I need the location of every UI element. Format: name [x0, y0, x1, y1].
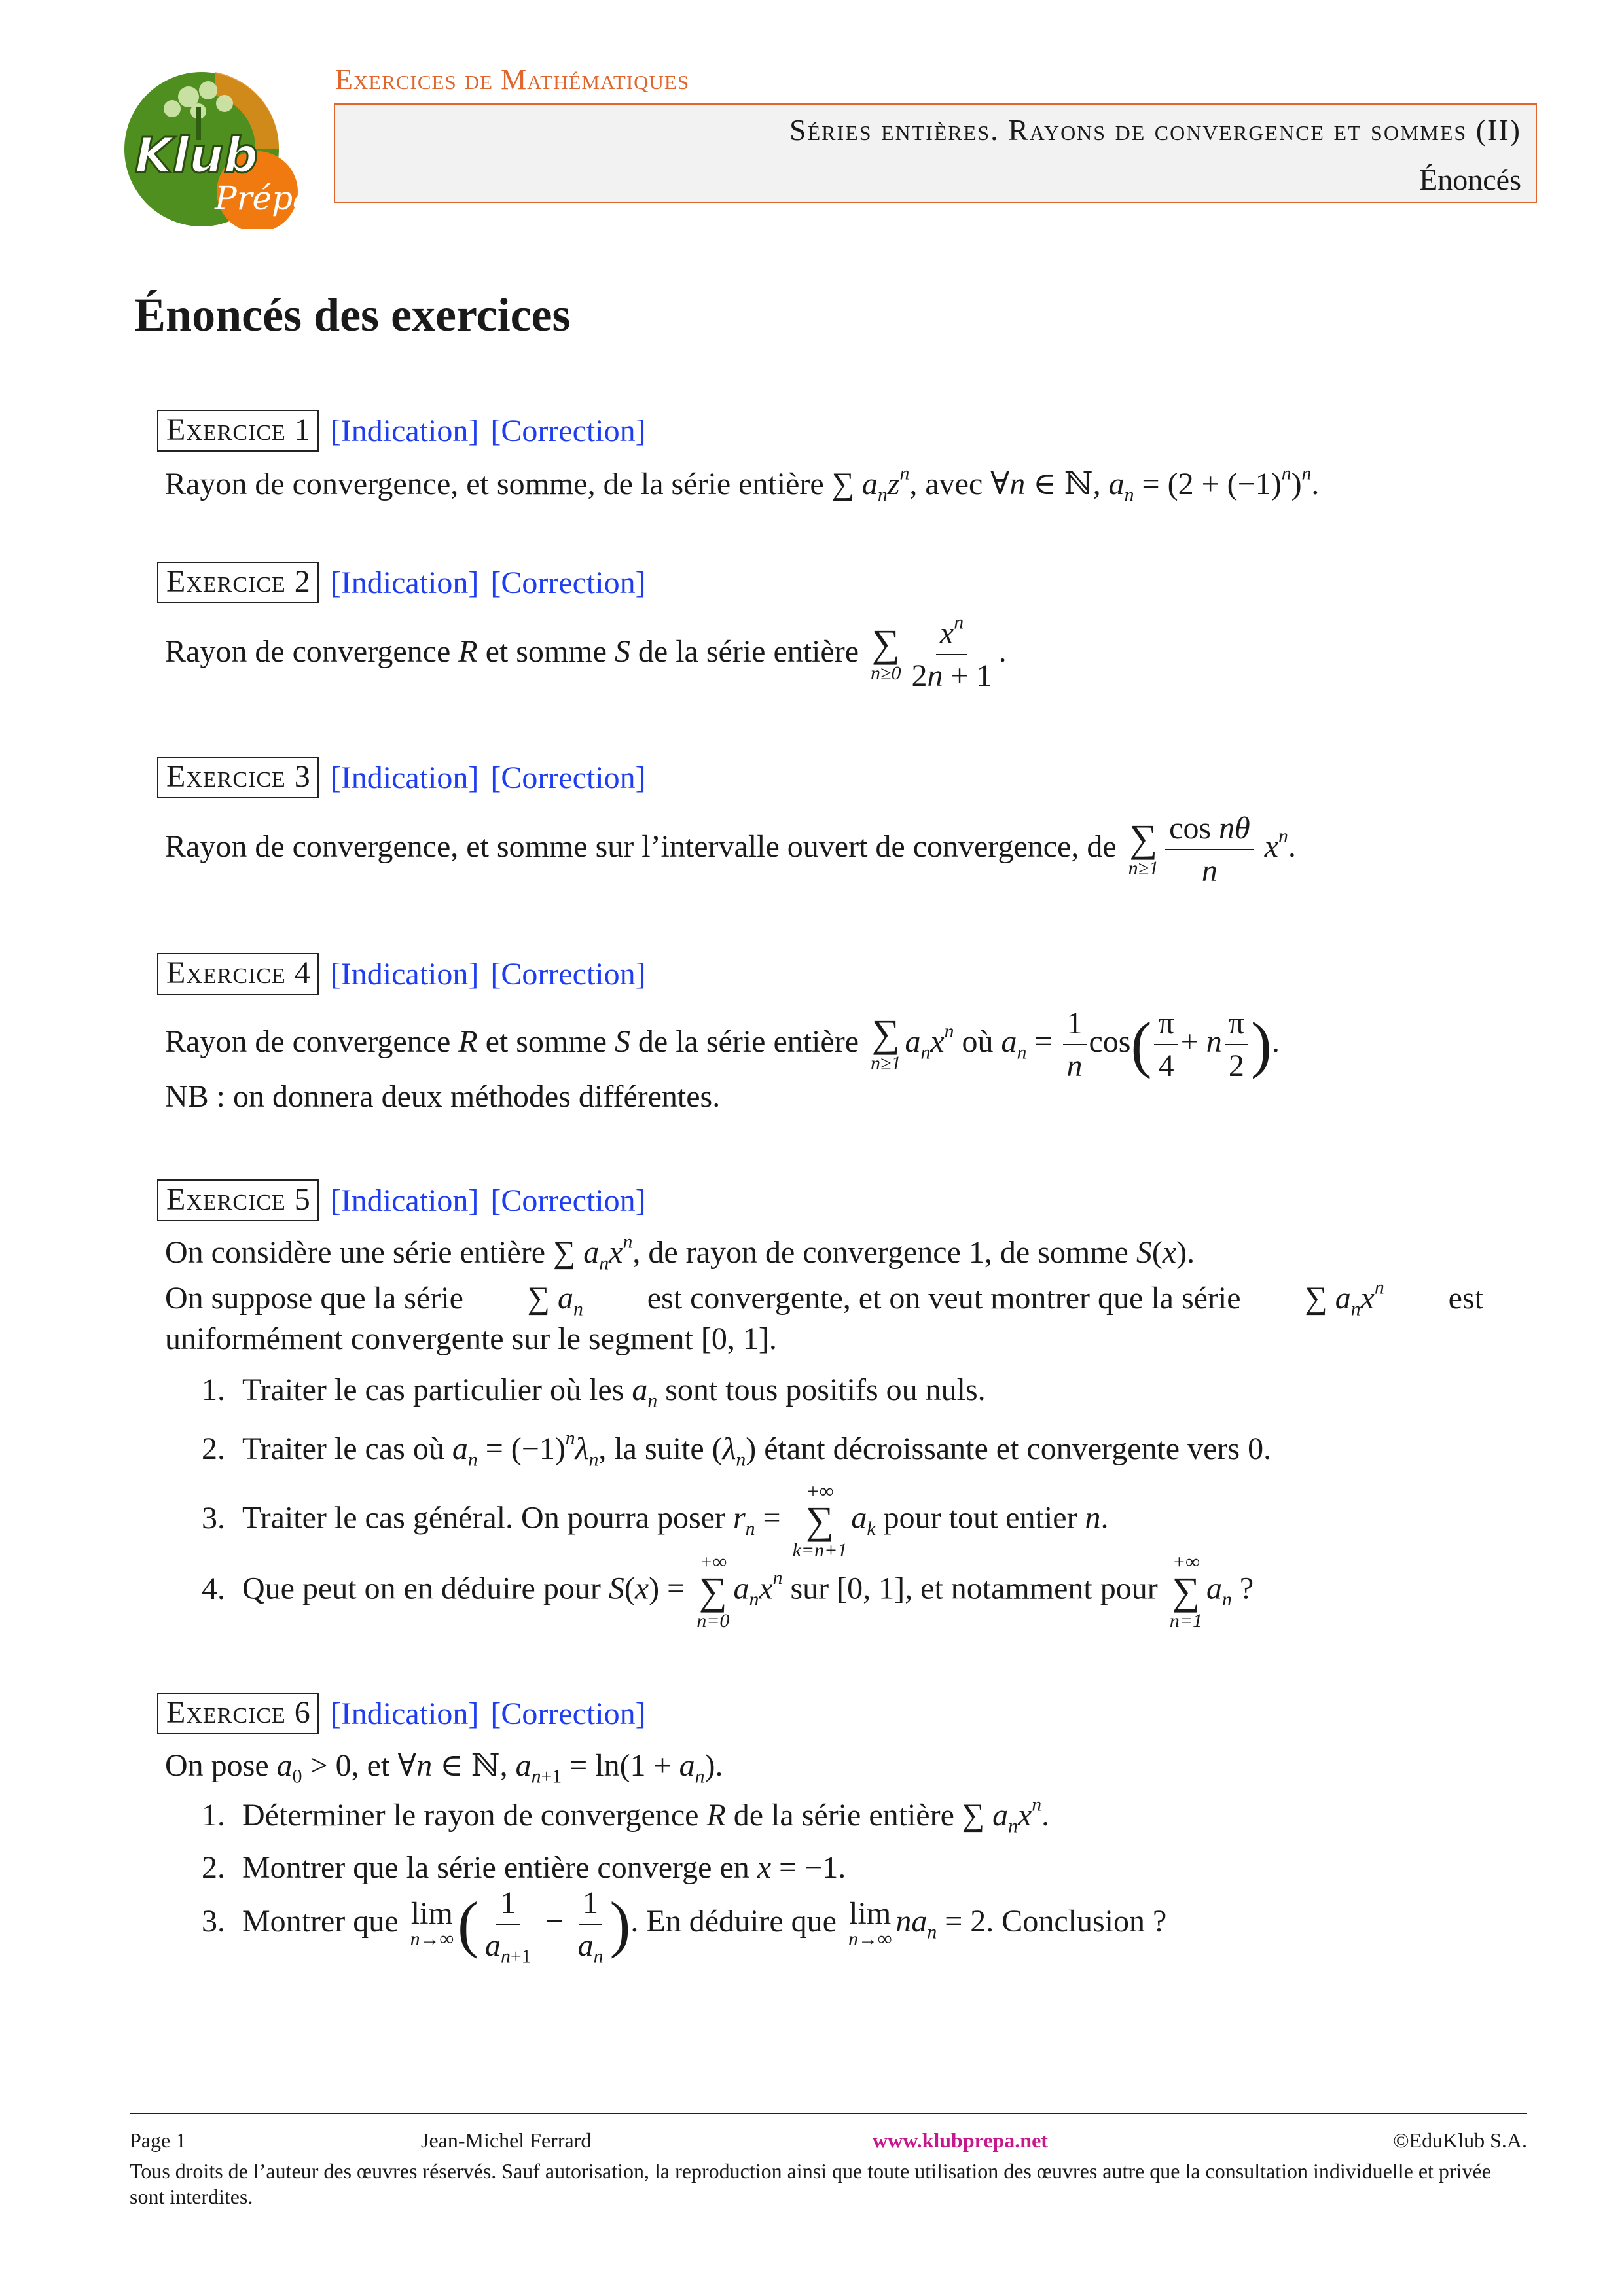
exercise-4-header	[157, 953, 646, 995]
exercise-4-statement: Rayon de convergence R et somme S de la série entière ∑ n≥1 $a_nx^n$ où $a_n$ = $\frac{1}{n}$ cos( $\frac{\pi}{4}$ + n $\frac{\pi}{2}$ ).	[165, 1006, 1280, 1084]
chapter-title: Séries entières. Rayons de convergence et sommes (II)	[789, 113, 1521, 147]
exercise-6-item-2: 2. Montrer que la série entière converge en x = −1.	[202, 1850, 846, 1885]
exercise-1-statement: Rayon de convergence, et somme, de la série entière ∑ $a_nz^n$, avec ∀n ∈ ℕ, $a_n = (2 + (-1)^n)^n$.	[165, 462, 1320, 506]
exercise-5-line-1: On considère une série entière ∑ $a_nx^n$, de rayon de convergence 1, de somme S(x).	[165, 1230, 1195, 1274]
document-type: Énoncés	[1419, 163, 1521, 196]
site-link[interactable]: www.klubprepa.net	[873, 2128, 1048, 2152]
exercise-5-line-3: uniformément convergente sur le segment [0, 1].	[165, 1321, 777, 1356]
page-number: Page 1	[130, 2128, 187, 2152]
exercise-5-item-2: 2. Traiter le cas où $a_n = (-1)^n\lambda_n$, la suite $(\lambda_n)$ étant décroissante et convergente vers 0.	[202, 1427, 1272, 1471]
exercise-6-item-1: 1. Déterminer le rayon de convergence R de la série entière ∑ $a_nx^n$.	[202, 1793, 1050, 1837]
exercise-label: Exercice 5	[157, 1179, 319, 1221]
exercise-label: Exercice 6	[157, 1693, 319, 1734]
correction-link[interactable]: [Correction]	[490, 565, 646, 600]
exercise-4-note: NB : on donnera deux méthodes différentes.	[165, 1079, 721, 1114]
exercise-1-header	[157, 410, 646, 452]
footer-divider	[130, 2113, 1527, 2114]
exercise-3-header	[157, 757, 646, 798]
indication-link[interactable]: [Indication]	[330, 1183, 479, 1218]
exercise-label: Exercice 2	[157, 562, 319, 603]
exercise-2-statement: Rayon de convergence R et somme S de la série entière ∑ n≥0 $\frac{x^n}{2n + 1}$ .	[165, 611, 1007, 694]
page-title: Énoncés des exercices	[134, 289, 571, 341]
series-title: Exercices de Mathématiques	[335, 63, 690, 96]
svg-text:Prépa: Prépa	[215, 179, 312, 217]
correction-link[interactable]: [Correction]	[490, 760, 646, 795]
exercise-5-line-2: On suppose que la série ∑ $a_n$ est convergente, et on veut montrer que la série ∑ $a_nx^n$ est	[165, 1276, 1483, 1320]
correction-link[interactable]: [Correction]	[490, 1696, 646, 1731]
exercise-5-item-4: 4. Que peut on en déduire pour S(x) = +∞ ∑ n=0 $a_nx^n$ sur [0, 1], et notamment pour +∞ ∑ n=1 $a_n$ ?	[202, 1551, 1254, 1632]
indication-link[interactable]: [Indication]	[330, 956, 479, 992]
svg-text:Klub: Klub	[135, 128, 259, 184]
author: Jean-Michel Ferrard	[421, 2128, 592, 2152]
correction-link[interactable]: [Correction]	[490, 1183, 646, 1218]
exercise-3-statement: Rayon de convergence, et somme sur l’intervalle ouvert de convergence, de ∑ n≥1 $\frac{\text{cos nθ}}{n}$ $x^n$.	[165, 811, 1296, 889]
exercise-5-header	[157, 1179, 646, 1221]
exercise-label: Exercice 1	[157, 410, 319, 452]
klub-prepa-logo	[117, 58, 317, 229]
exercise-6-item-3: 3. Montrer que lim n→∞ ( $\frac{1}{a_{n+1}}$ − $\frac{1}{a_n}$ ). En déduire que lim n→∞ $na_n = 2$. Conclusion ?	[202, 1886, 1167, 1967]
exercise-label: Exercice 3	[157, 757, 319, 798]
copyright: ©EduKlub S.A.	[1393, 2128, 1527, 2152]
indication-link[interactable]: [Indication]	[330, 565, 479, 600]
header-box	[334, 103, 1537, 203]
exercise-label: Exercice 4	[157, 953, 319, 995]
indication-link[interactable]: [Indication]	[330, 760, 479, 795]
correction-link[interactable]: [Correction]	[490, 956, 646, 992]
exercise-2-header	[157, 562, 646, 603]
exercise-5-item-3: 3. Traiter le cas général. On pourra poser $r_n$ = +∞ ∑ k=n+1 $a_k$ pour tout entier n.	[202, 1480, 1109, 1561]
exercise-6-header	[157, 1693, 646, 1734]
indication-link[interactable]: [Indication]	[330, 413, 479, 448]
rights-notice: Tous droits de l’auteur des œuvres réservés. Sauf autorisation, la reproduction ainsi que toute utilisation des œuvres autre que la consultation individuelle et privée sont interdites.	[130, 2159, 1491, 2209]
correction-link[interactable]: [Correction]	[490, 413, 646, 448]
indication-link[interactable]: [Indication]	[330, 1696, 479, 1731]
exercise-5-item-1: 1. Traiter le cas particulier où les $a_n$ sont tous positifs ou nuls.	[202, 1372, 986, 1412]
exercise-6-line-1: On pose $a_0 > 0$, et ∀n ∈ ℕ, $a_{n+1} = \ln(1 + a_n)$.	[165, 1748, 723, 1787]
